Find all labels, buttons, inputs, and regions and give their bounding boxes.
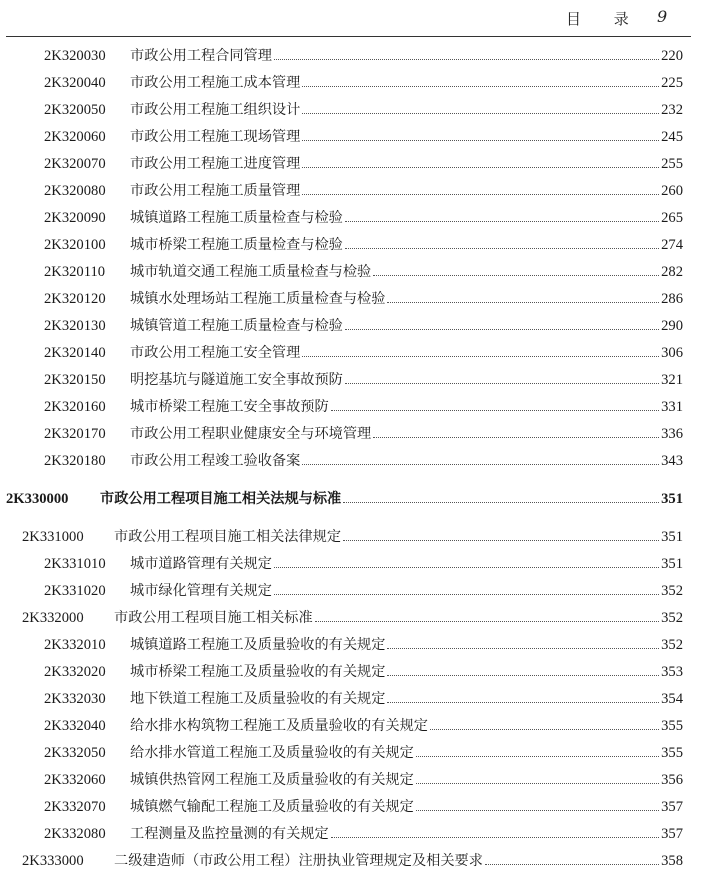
dot-leader [274,567,659,568]
toc-entry-title: 市政公用工程合同管理 [130,48,272,64]
toc-entry[interactable] [44,715,683,737]
toc-entry-page: 352 [661,583,683,599]
toc-entry-page: 351 [661,529,683,545]
toc-entry[interactable] [44,450,683,472]
toc-entry[interactable] [44,742,683,764]
toc-entry-code: 2K332000 [22,610,84,626]
dot-leader [302,113,659,114]
toc-entry-title: 城镇燃气输配工程施工及质量验收的有关规定 [130,799,414,815]
toc-entry-code: 2K332030 [44,691,106,707]
toc-entry[interactable] [44,126,683,148]
toc-entry-code: 2K320170 [44,426,106,442]
dot-leader [416,810,659,811]
dot-leader [387,675,659,676]
dot-leader [345,383,659,384]
toc-entry-code: 2K332070 [44,799,106,815]
toc-entry[interactable] [44,769,683,791]
toc-entry-code: 2K320030 [44,48,106,64]
toc-entry-code: 2K331000 [22,529,84,545]
toc-entry-page: 255 [661,156,683,172]
toc-entry[interactable] [22,850,683,872]
dot-leader [430,729,659,730]
header-divider [6,36,691,37]
toc-entry[interactable] [44,688,683,710]
toc-entry-title: 城镇管道工程施工质量检查与检验 [130,318,343,334]
toc-entry-title: 市政公用工程施工组织设计 [130,102,301,118]
header-page-number: 9 [657,7,668,26]
toc-entry-page: 331 [661,399,683,415]
toc-entry-title: 市政公用工程施工成本管理 [130,75,301,91]
toc-entry-code: 2K320130 [44,318,106,334]
toc-entry-page: 286 [661,291,683,307]
toc-entry-page: 343 [661,453,683,469]
toc-entry-title: 地下铁道工程施工及质量验收的有关规定 [130,691,386,707]
dot-leader [343,502,659,503]
toc-entry-title: 市政公用工程施工进度管理 [130,156,301,172]
toc-entry[interactable] [44,72,683,94]
dot-leader [345,221,659,222]
toc-entry-title: 给水排水管道工程施工及质量验收的有关规定 [130,745,414,761]
toc-entry[interactable] [44,234,683,256]
dot-leader [416,783,659,784]
toc-entry-code: 2K320060 [44,129,106,145]
toc-entry[interactable] [44,180,683,202]
toc-entry[interactable] [44,369,683,391]
dot-leader [302,194,659,195]
toc-entry-title: 城镇供热管网工程施工及质量验收的有关规定 [130,772,414,788]
toc-entry-page: 353 [661,664,683,680]
toc-entry-title: 市政公用工程项目施工相关法律规定 [114,529,342,545]
toc-entry-page: 265 [661,210,683,226]
toc-entry-page: 245 [661,129,683,145]
toc-entry-code: 2K320100 [44,237,106,253]
toc-entry-title: 市政公用工程施工质量管理 [130,183,301,199]
toc-entry-page: 355 [661,745,683,761]
toc-entry-page: 290 [661,318,683,334]
toc-entry-title: 城市绿化管理有关规定 [130,583,272,599]
toc-entry-code: 2K320090 [44,210,106,226]
toc-entry[interactable] [22,607,683,629]
dot-leader [331,837,659,838]
toc-entry-page: 351 [661,556,683,572]
dot-leader [315,621,659,622]
toc-entry-code: 2K320080 [44,183,106,199]
dot-leader [387,648,659,649]
toc-entry[interactable] [44,261,683,283]
toc-entry-title: 市政公用工程施工安全管理 [130,345,301,361]
dot-leader [302,464,659,465]
dot-leader [302,86,659,87]
dot-leader [373,437,659,438]
toc-entry-code: 2K320110 [44,264,106,280]
toc-entry-title: 城镇道路工程施工及质量验收的有关规定 [130,637,386,653]
dot-leader [331,410,659,411]
toc-entry[interactable] [44,288,683,310]
dot-leader [302,167,659,168]
toc-entry-title: 市政公用工程项目施工相关标准 [114,610,313,626]
toc-entry-title: 市政公用工程施工现场管理 [130,129,301,145]
toc-entry-title: 城镇水处理场站工程施工质量检查与检验 [130,291,386,307]
toc-entry-code: 2K333000 [22,853,84,869]
toc-entry-page: 260 [661,183,683,199]
toc-entry-title: 城市桥梁工程施工及质量验收的有关规定 [130,664,386,680]
dot-leader [416,756,659,757]
toc-entry-code: 2K332060 [44,772,106,788]
toc-entry-title: 给水排水构筑物工程施工及质量验收的有关规定 [130,718,428,734]
toc-entry-code: 2K332020 [44,664,106,680]
toc-entry-code: 2K320180 [44,453,106,469]
toc-entry[interactable] [44,553,683,575]
toc-entry-code: 2K332050 [44,745,106,761]
toc-entry-code: 2K331010 [44,556,106,572]
toc-entry-page: 352 [661,637,683,653]
toc-entry-title: 明挖基坑与隧道施工安全事故预防 [130,372,343,388]
toc-entry-code: 2K330000 [6,491,69,507]
toc-entry-page: 357 [661,799,683,815]
dot-leader [387,302,659,303]
toc-entry-code: 2K320160 [44,399,106,415]
toc-entry[interactable] [44,342,683,364]
toc-entry-page: 357 [661,826,683,842]
toc-entry-code: 2K320140 [44,345,106,361]
toc-entry[interactable] [44,796,683,818]
toc-entry[interactable] [44,580,683,602]
toc-entry-page: 356 [661,772,683,788]
toc-entry-page: 352 [661,610,683,626]
toc-entry-title: 市政公用工程竣工验收备案 [130,453,301,469]
toc-entry-page: 355 [661,718,683,734]
toc-entry-code: 2K331020 [44,583,106,599]
header-title: 目 录 [566,10,643,28]
toc-entry[interactable] [44,661,683,683]
toc-entry-page: 354 [661,691,683,707]
toc-entry-code: 2K320070 [44,156,106,172]
toc-entry-page: 321 [661,372,683,388]
toc-entry-code: 2K320050 [44,102,106,118]
toc-entry[interactable] [44,634,683,656]
toc-entry-code: 2K320040 [44,75,106,91]
toc-entry-title: 市政公用工程职业健康安全与环境管理 [130,426,372,442]
toc-entry-title: 城镇道路工程施工质量检查与检验 [130,210,343,226]
toc-entry-title: 二级建造师（市政公用工程）注册执业管理规定及相关要求 [114,853,483,869]
dot-leader [343,540,659,541]
toc-entry-code: 2K320150 [44,372,106,388]
toc-entry[interactable] [44,423,683,445]
toc-entry-code: 2K320120 [44,291,106,307]
toc-entry-page: 306 [661,345,683,361]
dot-leader [302,140,659,141]
toc-entry-page: 232 [661,102,683,118]
toc-entry-page: 336 [661,426,683,442]
dot-leader [302,356,659,357]
toc-entry-page: 351 [661,491,683,507]
dot-leader [345,248,659,249]
toc-entry-page: 358 [661,853,683,869]
toc-entry-page: 274 [661,237,683,253]
page-header [0,0,701,34]
toc-entry[interactable] [44,396,683,418]
toc-entry-title: 市政公用工程项目施工相关法规与标准 [100,491,342,507]
dot-leader [274,59,659,60]
toc-entry-title: 城市道路管理有关规定 [130,556,272,572]
dot-leader [274,594,659,595]
toc-entry[interactable] [44,315,683,337]
toc-entry[interactable] [22,526,683,548]
dot-leader [485,864,659,865]
dot-leader [345,329,659,330]
toc-entry-page: 220 [661,48,683,64]
toc-entry-page: 225 [661,75,683,91]
toc-entry[interactable] [44,823,683,845]
toc-entry-title: 城市桥梁工程施工安全事故预防 [130,399,329,415]
toc-entry-title: 城市轨道交通工程施工质量检查与检验 [130,264,372,280]
toc-entry-code: 2K332010 [44,637,106,653]
toc-entry-code: 2K332040 [44,718,106,734]
toc-entry[interactable] [44,153,683,175]
toc-entry-title: 城市桥梁工程施工质量检查与检验 [130,237,343,253]
toc-entry-title: 工程测量及监控量测的有关规定 [130,826,329,842]
toc-entry-page: 282 [661,264,683,280]
toc-entry[interactable] [44,45,683,67]
toc-entry-code: 2K332080 [44,826,106,842]
dot-leader [387,702,659,703]
dot-leader [373,275,659,276]
toc-entry[interactable] [44,99,683,121]
toc-entry[interactable] [6,488,683,510]
toc-entry[interactable] [44,207,683,229]
